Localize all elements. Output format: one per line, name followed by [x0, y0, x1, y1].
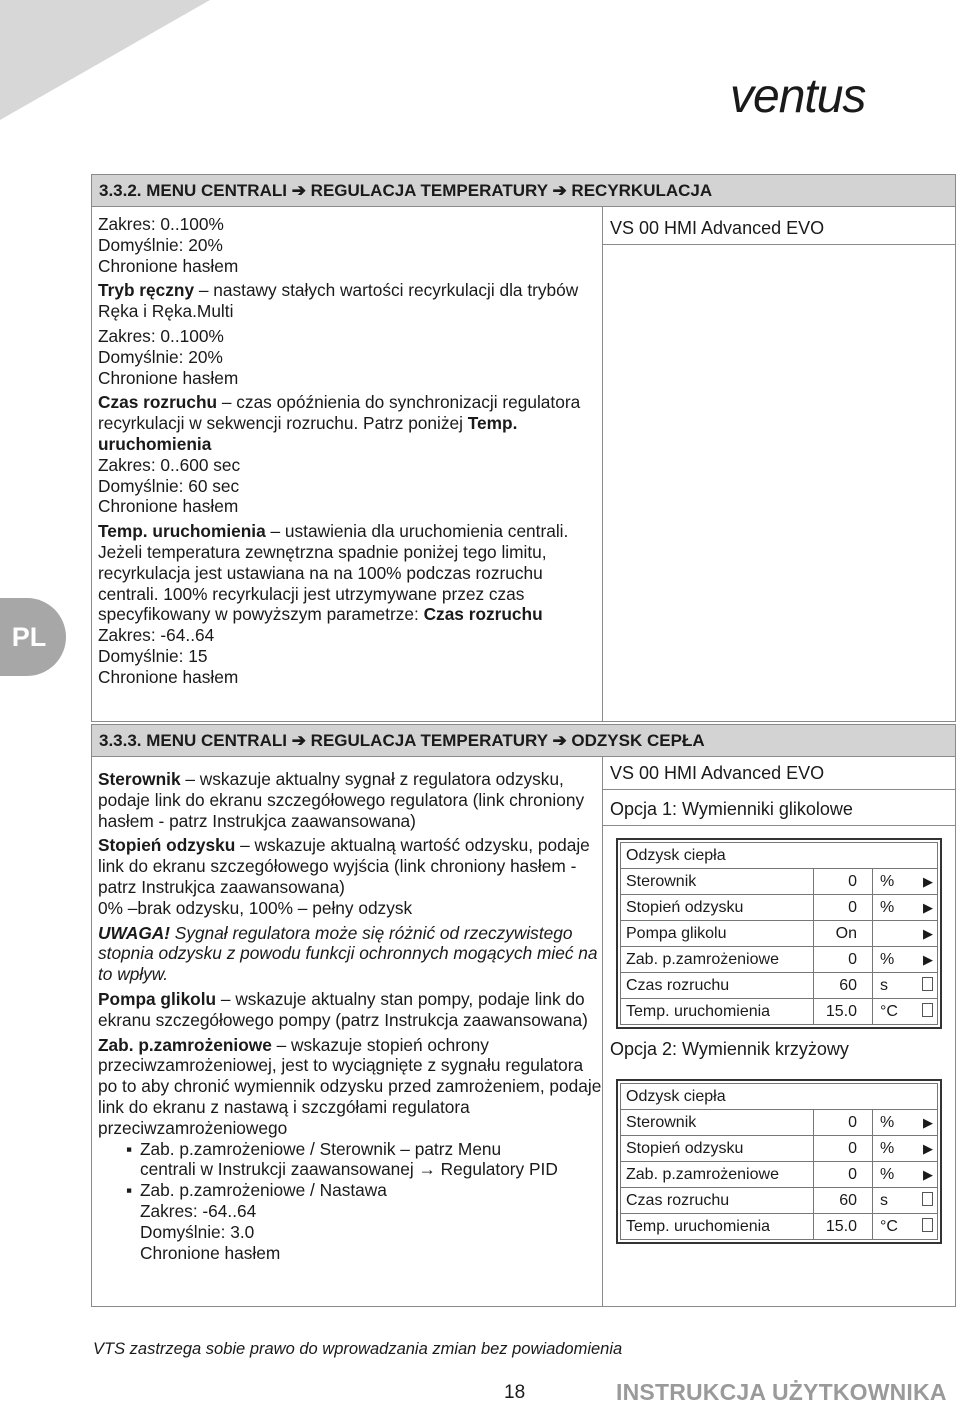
hmi-row[interactable]: [621, 1214, 937, 1239]
option1-label: Opcja 1: Wymienniki glikolowe: [603, 793, 955, 826]
hmi-header: [621, 1084, 937, 1110]
hmi-row-label: Sterownik: [626, 1113, 697, 1131]
hmi-row-label: Zab. p.zamrożeniowe: [626, 950, 779, 968]
hmi-row-value: 60: [839, 976, 857, 994]
hmi-row-label: Stopień odzysku: [626, 1139, 744, 1157]
term-temp-uruchomienia: Temp. uruchomienia: [98, 521, 266, 542]
hmi-row-unit: %: [880, 898, 895, 916]
hmi-row-label: Temp. uruchomienia: [626, 1002, 771, 1020]
hmi-row-value: 0: [848, 1165, 857, 1183]
ventus-logo: [728, 60, 954, 132]
device-label: VS 00 HMI Advanced EVO: [603, 757, 955, 790]
hmi-row[interactable]: [621, 869, 937, 895]
section-header-recirculation: 3.3.2. MENU CENTRALI ➔ REGULACJA TEMPERATURY ➔ RECYRKULACJA: [91, 174, 956, 207]
hmi-row-value: On: [835, 924, 857, 942]
hmi-row-label: Zab. p.zamrożeniowe: [626, 1165, 779, 1183]
hmi-row-value: 60: [839, 1191, 857, 1209]
hmi-row-value: 0: [848, 872, 857, 890]
hmi-row-label: Pompa glikolu: [626, 924, 727, 942]
hmi-row[interactable]: [621, 1188, 937, 1214]
hmi-row[interactable]: [621, 921, 937, 947]
hmi-header-label: Odzysk ciepła: [626, 846, 726, 864]
hmi-row-unit: °C: [880, 1002, 898, 1020]
hmi-row-unit: %: [880, 872, 895, 890]
hmi-row[interactable]: [621, 895, 937, 921]
arrow-right-icon[interactable]: ▶: [923, 1166, 933, 1182]
hmi-row-value: 0: [848, 1139, 857, 1157]
language-tab: PL: [0, 598, 66, 676]
hmi-row-value: 0: [848, 1113, 857, 1131]
hmi-row-label: Sterownik: [626, 872, 697, 890]
hmi-row-unit: %: [880, 950, 895, 968]
hmi-row[interactable]: [621, 999, 937, 1024]
hmi-row-unit: %: [880, 1165, 895, 1183]
hmi-row-label: Czas rozruchu: [626, 1191, 730, 1209]
hmi-row[interactable]: [621, 1110, 937, 1136]
warning-label: UWAGA!: [98, 922, 170, 943]
device-label: VS 00 HMI Advanced EVO: [603, 212, 955, 245]
lock-icon[interactable]: [922, 1192, 933, 1209]
hmi-row[interactable]: [621, 1162, 937, 1188]
arrow-right-icon[interactable]: ▶: [923, 899, 933, 915]
page-number: 18: [504, 1382, 526, 1403]
hmi-panel-cross: [616, 1079, 942, 1244]
hmi-header-label: Odzysk ciepła: [626, 1087, 726, 1105]
column-divider: [602, 206, 603, 722]
heat-recovery-description: Sterownik – wskazuje aktualny sygnał z regulatora odzysku, podaje link do ekranu szczegółowego regulatora (link chroniony hasłem - patrz Instrukjca zaawansowana) Stopień odzysku – wskazuje aktualną wartość odzysku, podaje link do ekranu szczegółowego wyjścia (link chroniony hasłem - patrz Instrukjca zaawansowana) 0% –brak odzysku, 100% – pełny odzysk UWAGA! Sygnał regulatora może się różnić od rzeczywistego stopnia odzysku z powodu funkcji ochronnych mogących mieć na to wpływ. Pompa glikolu – wskazuje aktualny stan pompy, podaje link do ekranu szczegółowego pompy (patrz Instrukcja zaawansowana) Zab. p.zamrożeniowe – wskazuje stopień ochrony przeciwzamrożeniowej, jest to wyciągnięte z sygnału regulatora po to aby chronić wymiennik odzysku przed zamrożeniem, podaje link do ekranu z nastawą i szczgółami regulatora przeciwzamrożeniowego ▪ Zab. p.zamrożeniowe / Sterownik – patrz Menu centrali w Instrukcji zaawansowanej → Regulatory PID ▪ Zab. p.zamrożeniowe / Nastawa Zakres: -64..64 Domyślnie: 3.0 Chronione hasłem: [98, 769, 602, 1263]
recirculation-description: Zakres: 0..100% Domyślnie: 20% Chronione hasłem Tryb ręczny – nastawy stałych wartości recyrkulacji dla trybów Ręka i Ręka.Multi Zakres: 0..100% Domyślnie: 20% Chronione hasłem Czas rozruchu – czas opóźnienia do synchronizacji regulatora recyrkulacji w sekwencji rozruchu. Patrz poniżej Temp. uruchomienia Zakres: 0..600 sec Domyślnie: 60 sec Chronione hasłem Temp. uruchomienia – ustawienia dla uruchomienia centrali. Jeżeli temperatura zewnętrzna spadnie poniżej tego limitu, recyrkulacja jest ustawiana na na 100% podczas rozruchu centrali. 100% recyrkulacji jest utrzymywane przez czas specyfikowany w powyższym parametrze: Czas rozruchu Zakres: -64..64 Domyślnie: 15 Chronione hasłem: [98, 214, 581, 687]
corner-decoration: [0, 0, 210, 120]
arrow-right-icon[interactable]: ▶: [923, 951, 933, 967]
manual-title: INSTRUKCJA UŻYTKOWNIKA: [616, 1379, 947, 1405]
lock-icon[interactable]: [922, 1003, 933, 1020]
hmi-row-value: 15.0: [825, 1002, 857, 1020]
hmi-row-unit: %: [880, 1139, 895, 1157]
hmi-panel-glycol: [616, 838, 942, 1029]
svg-text:ventus: ventus: [730, 70, 866, 123]
hmi-row-label: Stopień odzysku: [626, 898, 744, 916]
term-tryb-reczny: Tryb ręczny: [98, 280, 195, 301]
arrow-right-icon[interactable]: ▶: [923, 873, 933, 889]
term-zab-zamrozeniowe: Zab. p.zamrożeniowe: [98, 1034, 272, 1055]
footer-disclaimer: VTS zastrzega sobie prawo do wprowadzania zmian bez powiadomienia: [93, 1340, 623, 1358]
term-sterownik: Sterownik: [98, 769, 181, 789]
option2-label: Opcja 2: Wymiennik krzyżowy: [610, 1039, 849, 1059]
term-czas-rozruchu: Czas rozruchu: [98, 392, 218, 413]
lock-icon[interactable]: [922, 1218, 933, 1235]
hmi-row-unit: %: [880, 1113, 895, 1131]
hmi-row[interactable]: [621, 973, 937, 999]
hmi-row-label: Czas rozruchu: [626, 976, 730, 994]
hmi-row-unit: s: [880, 1191, 888, 1209]
term-stopien-odzysku: Stopień odzysku: [98, 835, 236, 856]
hmi-header: [621, 843, 937, 869]
term-pompa-glikolu: Pompa glikolu: [98, 988, 217, 1009]
hmi-row[interactable]: [621, 1136, 937, 1162]
hmi-row-value: 0: [848, 898, 857, 916]
hmi-row-label: Temp. uruchomienia: [626, 1217, 771, 1235]
hmi-row-value: 0: [848, 950, 857, 968]
hmi-row-unit: s: [880, 976, 888, 994]
hmi-row-value: 15.0: [825, 1217, 857, 1235]
hmi-row-unit: °C: [880, 1217, 898, 1235]
section-header-heat-recovery: 3.3.3. MENU CENTRALI ➔ REGULACJA TEMPERATURY ➔ ODZYSK CEPŁA: [91, 724, 956, 757]
arrow-right-icon[interactable]: ▶: [923, 925, 933, 941]
arrow-right-icon[interactable]: ▶: [923, 1140, 933, 1156]
hmi-row[interactable]: [621, 947, 937, 973]
arrow-right-icon[interactable]: ▶: [923, 1114, 933, 1130]
lock-icon[interactable]: [922, 977, 933, 994]
